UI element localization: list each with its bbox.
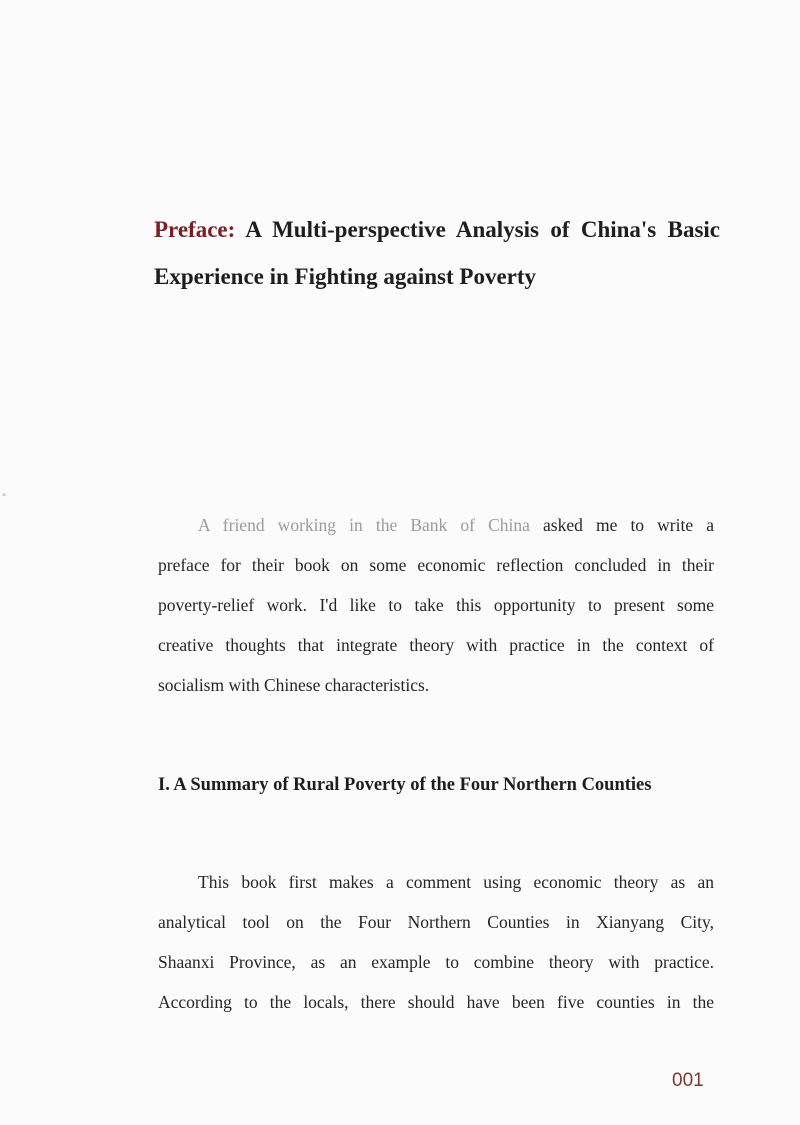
paragraph-1-line-1 (158, 505, 714, 545)
paragraph-2-line-2: analytical tool on the Four Northern Counties in Xianyang City, (158, 912, 714, 932)
title-line-2: Experience in Fighting against Poverty (154, 264, 537, 289)
paragraph-2-line-1: This book first makes a comment using economic theory as an (198, 872, 714, 892)
page-title (154, 206, 720, 300)
faded-text: A friend working in the Bank of China (198, 515, 530, 535)
paragraph-1-line-3: poverty-relief work. I'd like to take this opportunity to present some (158, 595, 714, 615)
title-line-1-text: A Multi-perspective Analysis of China's Basic (245, 217, 721, 242)
paragraph-1 (158, 505, 714, 705)
page-number: 001 (672, 1070, 704, 1091)
paragraph-1-line-2: preface for their book on some economic reflection concluded in their (158, 555, 714, 575)
margin-mark: " (2, 493, 7, 503)
paragraph-1-line-5: socialism with Chinese characteristics. (158, 675, 430, 695)
section-heading: I. A Summary of Rural Poverty of the Four Northern Counties (158, 775, 652, 795)
paragraph-2-line-4: According to the locals, there should have been five counties in the (158, 992, 714, 1012)
paragraph-1-line-1-rest: asked me to write a (543, 515, 715, 535)
paragraph-2 (158, 862, 714, 1022)
title-line-1 (154, 206, 720, 253)
paragraph-1-line-4: creative thoughts that integrate theory with practice in the context of (158, 635, 714, 655)
title-accent: Preface: (154, 217, 236, 242)
paragraph-2-line-3: Shaanxi Province, as an example to combine theory with practice. (158, 952, 714, 972)
